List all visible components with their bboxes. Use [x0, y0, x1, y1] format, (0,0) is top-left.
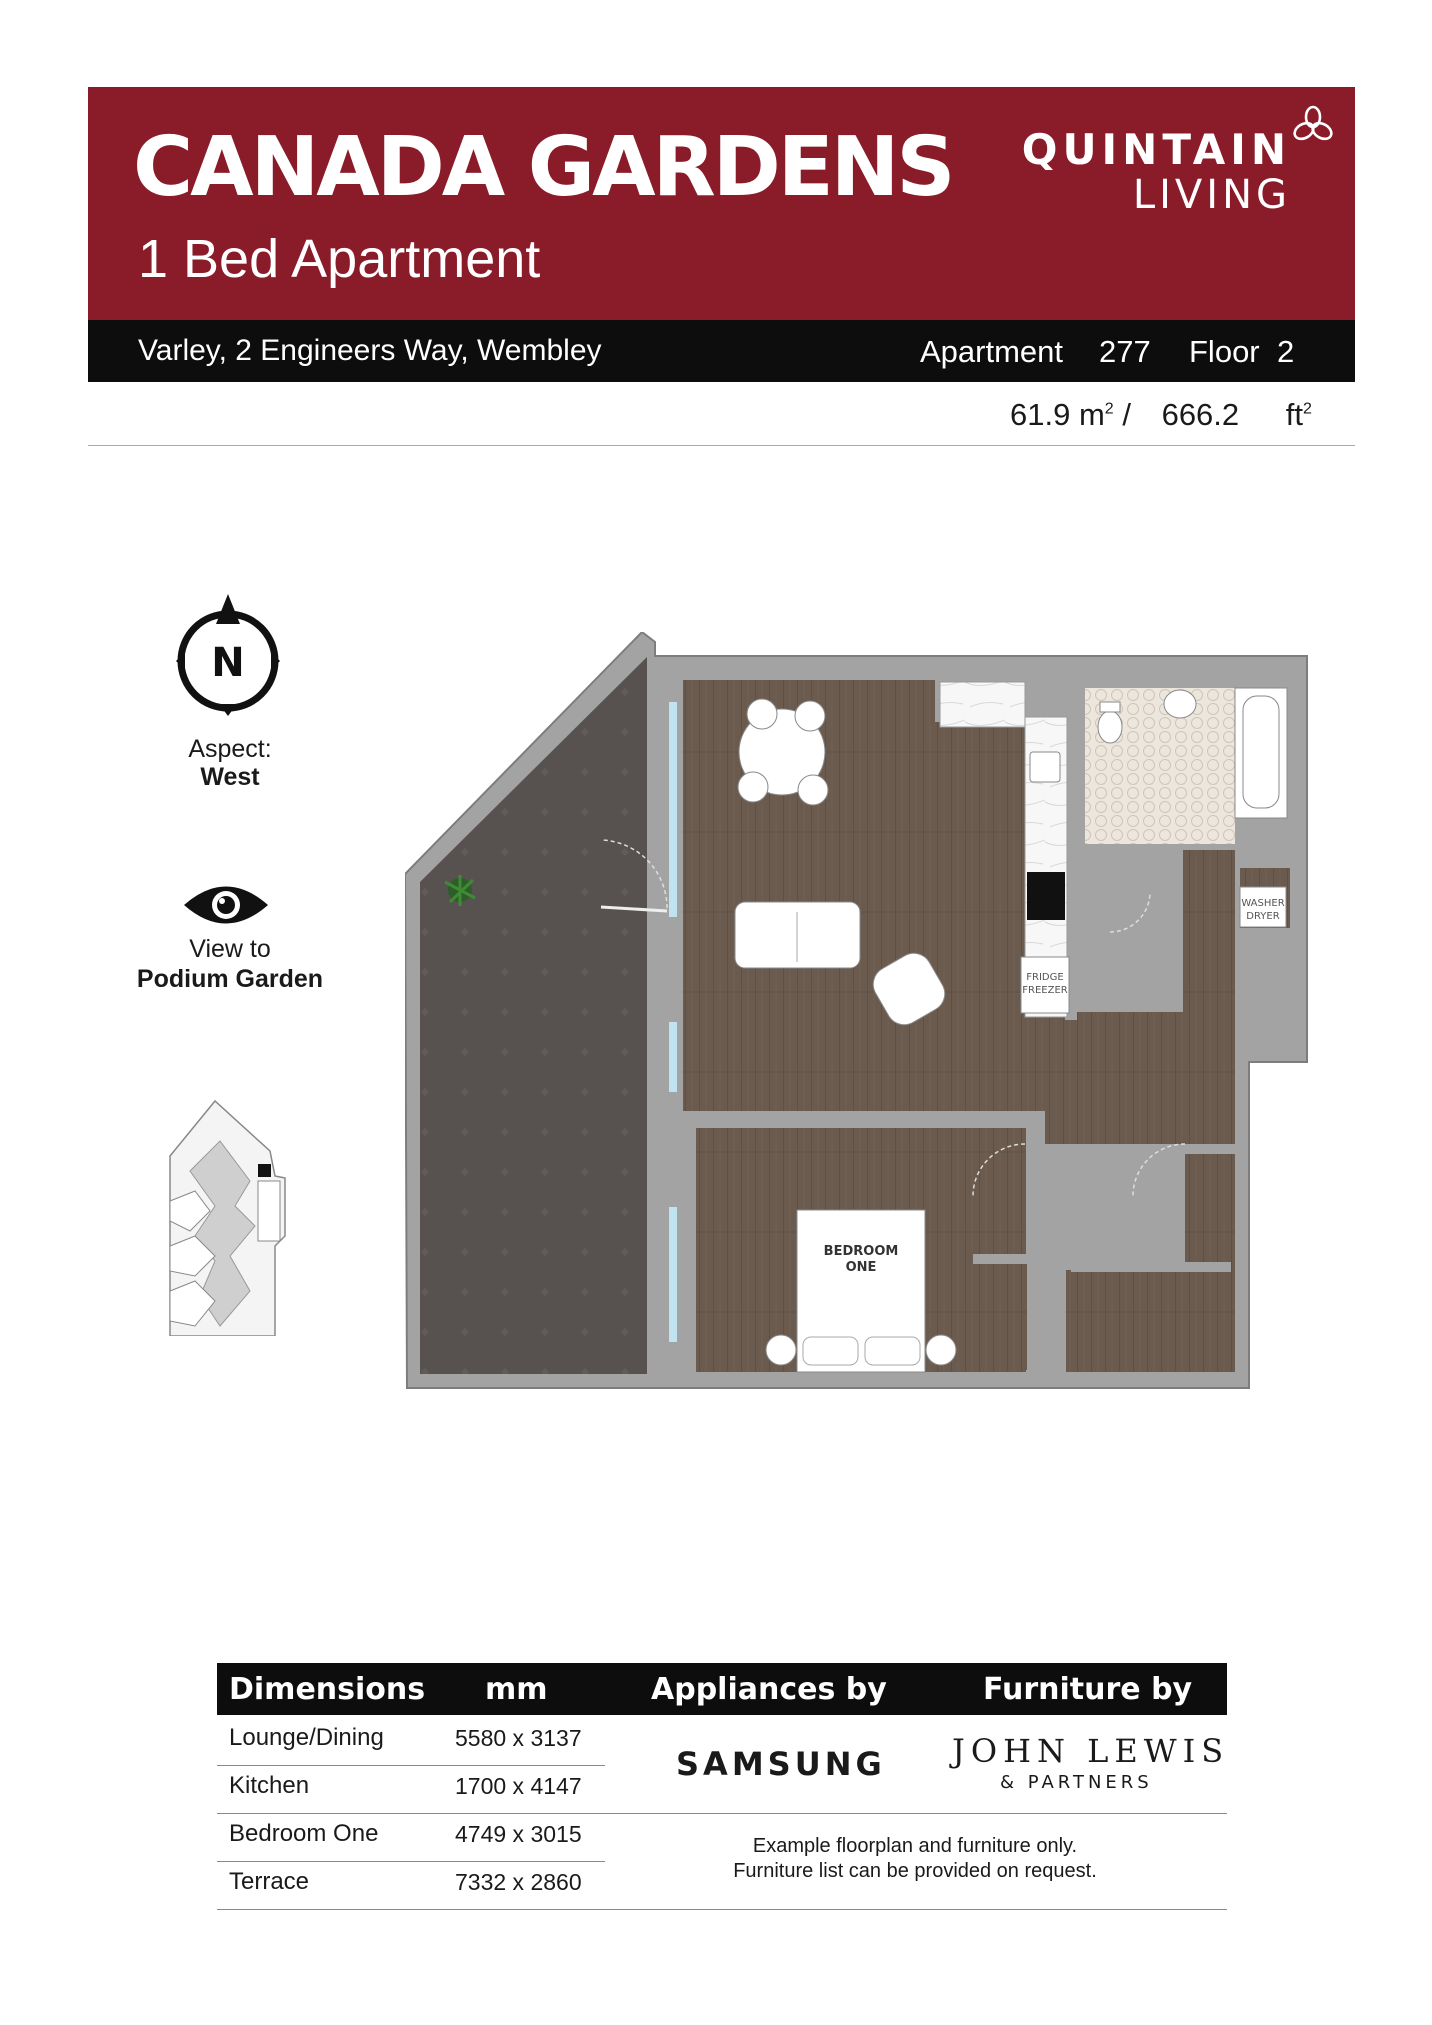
- table-row-room: Bedroom One: [229, 1820, 379, 1847]
- development-title: CANADA GARDENS: [133, 120, 953, 215]
- row-divider: [217, 1861, 605, 1862]
- appliances-brand-logo: SAMSUNG: [676, 1745, 886, 1783]
- row-divider: [217, 1765, 605, 1766]
- aspect-value: West: [200, 763, 260, 791]
- area-sqm: 61.9: [1010, 397, 1071, 432]
- area-separator: /: [1122, 397, 1131, 432]
- floor-area: 61.9 $m^2 / 666.2$ $ft^2$: [1010, 397, 1312, 432]
- area-sqm-unit: m: [1078, 397, 1105, 432]
- furniture-brand-logo: JOHN LEWIS: [952, 1732, 1230, 1770]
- brand-subname: LIVING: [1132, 172, 1291, 218]
- apartment-label: Apartment: [920, 334, 1064, 369]
- aspect-label: Aspect:: [188, 735, 272, 763]
- header-banner: [88, 87, 1355, 320]
- disclaimer-line-2: Furniture list can be provided on request.: [733, 1860, 1097, 1882]
- address: Varley, 2 Engineers Way, Wembley: [138, 334, 602, 367]
- divider: [88, 445, 1355, 446]
- row-divider: [217, 1813, 1227, 1814]
- room-label-one: ONE: [845, 1260, 877, 1275]
- header-dimensions: Dimensions: [229, 1672, 426, 1707]
- floor-label: Floor: [1189, 334, 1260, 369]
- area-sqft: 666.2: [1161, 397, 1240, 432]
- view-value: Podium Garden: [136, 965, 324, 993]
- row-divider: [217, 1909, 1227, 1910]
- header-mm: mm: [485, 1672, 548, 1707]
- table-row-room: Terrace: [229, 1868, 310, 1895]
- table-row-size: 1700 x 4147: [455, 1773, 582, 1799]
- table-row-size: 5580 x 3137: [455, 1725, 582, 1751]
- header-furniture: Furniture by: [983, 1672, 1193, 1707]
- furniture-brand-sub: & PARTNERS: [1000, 1772, 1153, 1793]
- table-row-size: 7332 x 2860: [455, 1869, 582, 1895]
- area-sqft-unit: ft: [1285, 397, 1304, 432]
- brand-name: QUINTAIN: [1021, 125, 1291, 174]
- table-row-size: 4749 x 3015: [455, 1821, 582, 1847]
- building-key-plan: [160, 1096, 295, 1336]
- fridge-label-1: FRIDGE: [1026, 972, 1064, 983]
- brand-logo-icon: [1291, 103, 1335, 147]
- washer-label-1: WASHER: [1241, 898, 1285, 909]
- apartment-type: 1 Bed Apartment: [138, 229, 541, 289]
- address-bar: [88, 320, 1355, 382]
- floor-number: 2: [1277, 334, 1295, 369]
- fridge-label-2: FREEZER: [1022, 985, 1068, 996]
- dimensions-table-header: [217, 1663, 1227, 1715]
- floor-plan: [405, 632, 1315, 1392]
- table-row-room: Lounge/Dining: [229, 1724, 384, 1751]
- compass-icon: [172, 592, 284, 717]
- eye-icon: [182, 880, 270, 930]
- disclaimer-line-1: Example floorplan and furniture only.: [752, 1835, 1078, 1857]
- header-appliances: Appliances by: [651, 1672, 887, 1707]
- view-label: View to: [189, 935, 271, 963]
- compass-letter: N: [211, 640, 245, 686]
- washer-label-2: DRYER: [1246, 911, 1280, 922]
- room-label-bedroom: BEDROOM: [823, 1244, 899, 1259]
- table-row-room: Kitchen: [229, 1772, 310, 1799]
- apartment-number: 277: [1099, 334, 1151, 369]
